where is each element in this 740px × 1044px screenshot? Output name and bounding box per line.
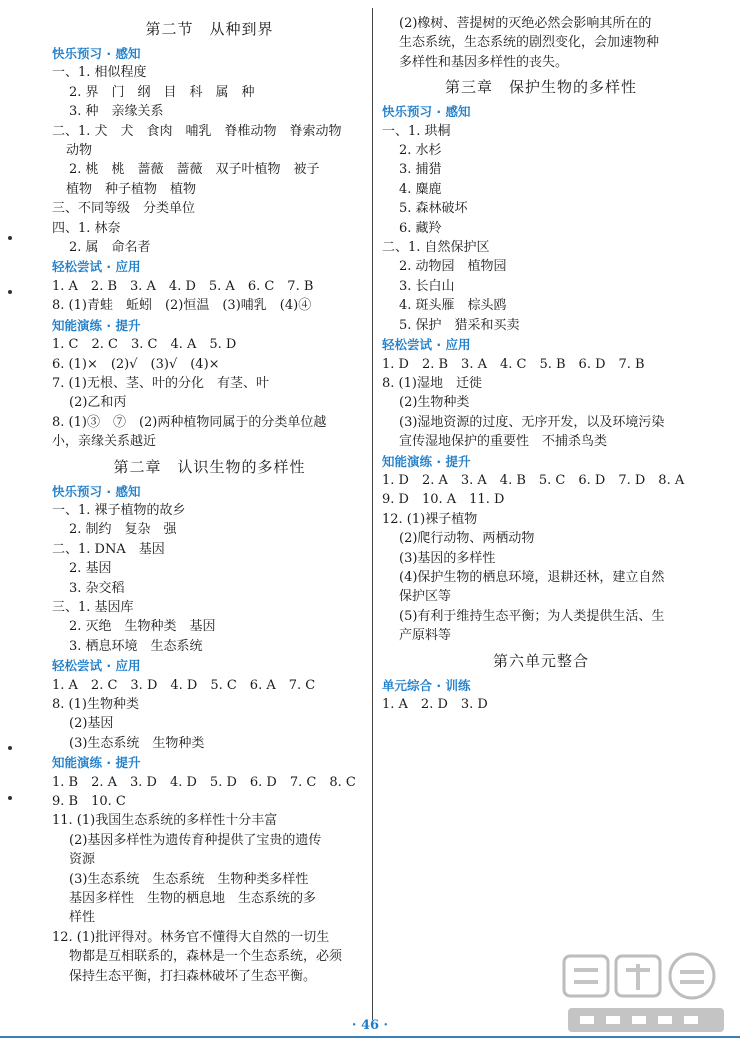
- answer-line: 6. (1)× (2)√ (3)√ (4)×: [52, 356, 220, 372]
- answer-line: (2)生物种类: [399, 395, 470, 411]
- answer-line: 产原料等: [399, 628, 452, 644]
- chapter-heading: 第二节 从种到界: [145, 20, 274, 38]
- right-column: [382, 14, 700, 714]
- answer-line: 1. B 2. A 3. D 4. D 5. D 6. D 7. C 8. C: [52, 774, 356, 790]
- answer-line: 小，亲缘关系越近: [52, 434, 157, 450]
- answer-line: 8. (1)③ ⑦ (2)两种植物同属于的分类单位越: [52, 414, 327, 430]
- answer-line: 生态系统，生态系统的剧烈变化，会加速物种: [399, 35, 660, 51]
- section-label: 轻松尝试 · 应用: [52, 658, 141, 674]
- answer-line: 2. 基因: [69, 561, 112, 577]
- answer-line: 3. 捕猎: [399, 162, 442, 178]
- answer-line: (2)爬行动物、两栖动物: [399, 531, 535, 547]
- answer-line: (2)乙和丙: [69, 395, 127, 411]
- bottom-rule: [0, 1036, 740, 1038]
- answer-line: 物都是互相联系的，森林是一个生态系统，必须: [69, 949, 343, 965]
- margin-dot: [8, 236, 12, 240]
- column-divider: [372, 8, 373, 1020]
- answer-line: 3. 栖息环境 生态系统: [69, 638, 203, 654]
- answer-line: 一、1. 珙桐: [382, 123, 451, 139]
- section-label: 知能演练 · 提升: [382, 453, 471, 469]
- answer-line: 2. 水杉: [399, 143, 442, 159]
- answer-line: 11. (1)我国生态系统的多样性十分丰富: [52, 813, 278, 829]
- answer-line: 三、不同等级 分类单位: [52, 201, 196, 217]
- answer-line: (2)基因: [69, 716, 114, 732]
- answer-line: 2. 属 命名者: [69, 240, 151, 256]
- answer-line: 保护区等: [399, 589, 452, 605]
- answer-line: 1. D 2. B 3. A 4. C 5. B 6. D 7. B: [382, 356, 645, 372]
- answer-line: 1. A 2. B 3. A 4. D 5. A 6. C 7. B: [52, 278, 314, 294]
- section-label: 轻松尝试 · 应用: [52, 259, 141, 275]
- answer-line: 3. 杂交稻: [69, 580, 125, 596]
- answer-line: 1. A 2. D 3. D: [382, 697, 488, 712]
- answer-line: 宣传湿地保护的重要性 不捕杀鸟类: [399, 434, 608, 450]
- answer-line: 二、1. 犬 犬 食肉 哺乳 脊椎动物 脊索动物: [52, 123, 342, 139]
- answer-line: 一、1. 相似程度: [52, 65, 147, 81]
- answer-line: 5. 森林破坏: [399, 201, 468, 217]
- answer-line: 7. (1)无根、茎、叶的分化 有茎、叶: [52, 375, 269, 391]
- answer-line: 1. D 2. A 3. A 4. B 5. C 6. D 7. D 8. A: [382, 472, 685, 488]
- answer-line: 1. C 2. C 3. C 4. A 5. D: [52, 337, 237, 353]
- margin-dot: [8, 290, 12, 294]
- section-label: 快乐预习 · 感知: [52, 483, 141, 499]
- chapter-heading: 第三章 保护生物的多样性: [444, 78, 637, 97]
- answer-line: 3. 长白山: [399, 278, 455, 294]
- section-label: 轻松尝试 · 应用: [382, 337, 471, 353]
- answer-line: (3)生态系统 生态系统 生物种类多样性: [69, 871, 309, 887]
- answer-line: 9. B 10. C: [52, 794, 126, 810]
- answer-line: 三、1. 基因库: [52, 599, 134, 615]
- answer-line: 资源: [69, 852, 96, 868]
- answer-line: 2. 桃 桃 蔷薇 蔷薇 双子叶植物 被子: [69, 162, 320, 178]
- section-label: 快乐预习 · 感知: [52, 46, 141, 61]
- answer-line: 基因多样性 生物的栖息地 生态系统的多: [69, 891, 317, 907]
- chapter-heading: 第二章 认识生物的多样性: [113, 457, 306, 476]
- answer-line: (2)基因多样性为遗传育种提供了宝贵的遗传: [69, 832, 322, 848]
- answer-line: (2)橡树、菩提树的灭绝必然会影响其所在的: [399, 16, 652, 31]
- answer-line: 2. 制约 复杂 强: [69, 522, 177, 538]
- answer-line: 2. 灭绝 生物种类 基因: [69, 619, 216, 635]
- answer-line: 二、1. 自然保护区: [382, 240, 490, 256]
- answer-line: (3)湿地资源的过度、无序开发，以及环境污染: [399, 414, 665, 430]
- answer-line: 5. 保护 猎采和买卖: [399, 317, 520, 333]
- answer-line: 8. (1)生物种类: [52, 697, 139, 712]
- answer-line: 植物 种子植物 植物: [66, 181, 197, 197]
- answer-line: 1. A 2. C 3. D 4. D 5. C 6. A 7. C: [52, 677, 316, 693]
- margin-dot: [8, 746, 12, 750]
- answer-line: 12. (1)批评得对。林务官不懂得大自然的一切生: [52, 929, 330, 945]
- answer-line: 8. (1)湿地 迁徙: [382, 375, 482, 391]
- answer-line: 动物: [66, 143, 93, 159]
- answer-line: (5)有利于维持生态平衡；为人类提供生活、生: [399, 608, 665, 624]
- answer-line: (3)基因的多样性: [399, 550, 496, 566]
- margin-dot: [8, 796, 12, 800]
- answer-line: 3. 种 亲缘关系: [69, 104, 164, 120]
- answer-line: 2. 动物园 植物园: [399, 259, 507, 275]
- answer-line: 样性: [69, 910, 96, 926]
- answer-line: 4. 斑头雁 棕头鸥: [399, 298, 507, 314]
- answer-line: 9. D 10. A 11. D: [382, 492, 505, 508]
- section-label: 知能演练 · 提升: [52, 317, 141, 333]
- answer-line: 8. (1)青蛙 蚯蚓 (2)恒温 (3)哺乳 (4)④: [52, 298, 312, 314]
- section-label: 知能演练 · 提升: [52, 755, 141, 771]
- answer-line: 二、1. DNA 基因: [52, 541, 165, 557]
- answer-line: 保持生态平衡，打扫森林破坏了生态平衡。: [69, 968, 317, 984]
- answer-line: 多样性和基因多样性的丧失。: [399, 54, 569, 70]
- answer-line: 一、1. 裸子植物的故乡: [52, 502, 186, 518]
- answer-line: 6. 藏羚: [399, 220, 442, 236]
- answer-line: (3)生态系统 生物种类: [69, 735, 205, 751]
- section-label: 单元综合 · 训练: [382, 677, 471, 693]
- section-label: 快乐预习 · 感知: [382, 104, 471, 120]
- answer-line: 四、1. 林奈: [52, 220, 121, 236]
- answer-line: (4)保护生物的栖息环境，退耕还林，建立自然: [399, 569, 665, 585]
- answer-line: 2. 界 门 纲 目 科 属 种: [69, 84, 255, 100]
- answer-line: 12. (1)裸子植物: [382, 511, 478, 527]
- answer-line: 4. 麋鹿: [399, 181, 442, 197]
- chapter-heading: 第六单元整合: [492, 651, 589, 670]
- left-column: [52, 14, 367, 986]
- page-number: · 46 ·: [351, 1018, 389, 1033]
